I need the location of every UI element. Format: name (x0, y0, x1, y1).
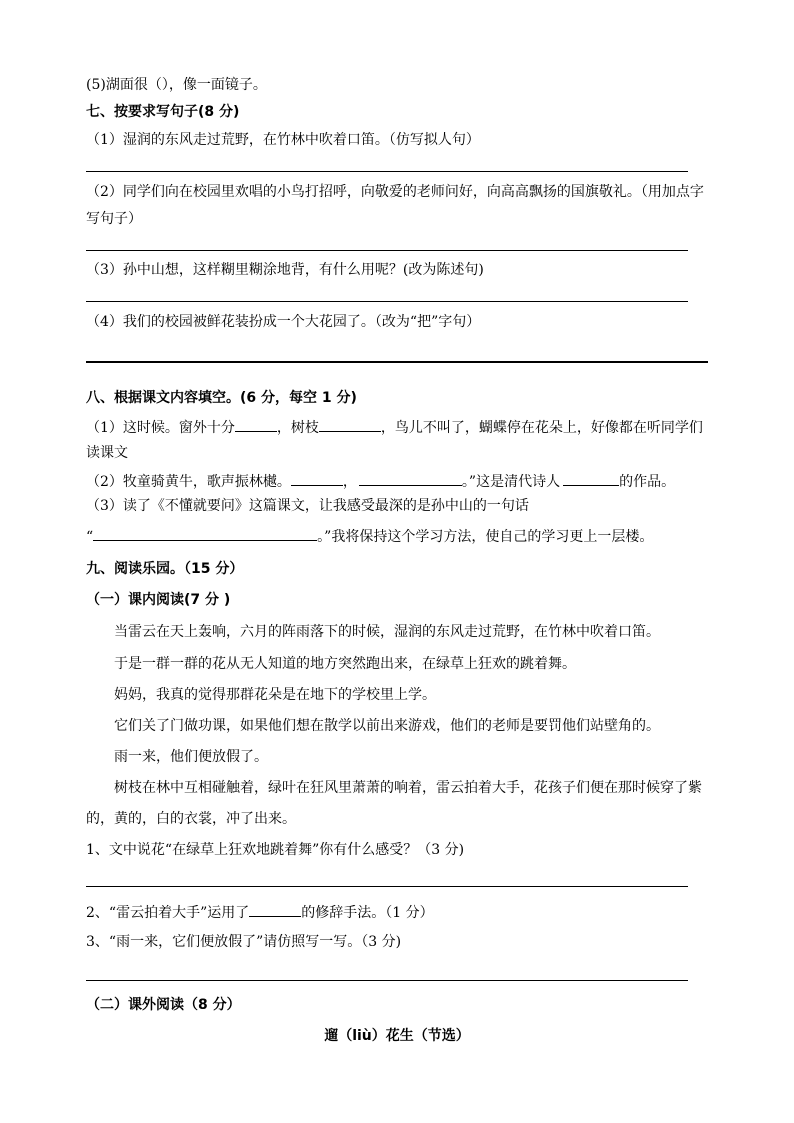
reading-paragraph: 的，黄的，白的衣裳，冲了出来。 (86, 811, 296, 827)
section9-title: 九、阅读乐园。（15 分） (86, 561, 244, 577)
reading-paragraph: 当雷云在天上轰响，六月的阵雨落下的时候，湿润的东风走过荒野，在竹林中吹着口笛。 (114, 624, 660, 640)
text: 。”这是清代诗人 (461, 474, 561, 490)
text: ，鸟儿不叫了，蝴蝶停在花朵上，好像都在听同学们 (380, 420, 703, 436)
fill-blank[interactable] (563, 471, 619, 486)
answer-line[interactable] (86, 886, 688, 887)
fill-blank[interactable] (319, 417, 381, 432)
part1-title: （一）课内阅读(7 分 ) (86, 592, 231, 608)
answer-line[interactable] (86, 171, 688, 172)
answer-line[interactable] (86, 361, 708, 363)
text: （2）牧童骑黄牛，歌声振林樾。 (86, 474, 291, 490)
text: ，树枝 (276, 420, 319, 436)
section7-title: 七、按要求写句子(8 分) (86, 104, 240, 120)
answer-line[interactable] (86, 301, 688, 302)
s8-line-3-cont (86, 526, 653, 546)
s7-item-4: （4）我们的校园被鲜花装扮成一个大花园了。（改为“把”字句） (86, 314, 481, 330)
question-1: 1、文中说花“在绿草上狂欢地跳着舞”你有什么感受？（3 分) (86, 842, 465, 858)
s7-item-2-cont: 写句子） (86, 211, 142, 227)
s8-line-3: （3）读了《不懂就要问》这篇课文，让我感受最深的是孙中山的一句话 (86, 498, 529, 514)
answer-line[interactable] (86, 250, 688, 251)
fill-blank[interactable] (249, 902, 301, 917)
text: （1）这时候。窗外十分 (86, 420, 235, 436)
reading-paragraph: 妈妈，我真的觉得那群花朵是在地下的学校里上学。 (114, 687, 436, 703)
text: ， (342, 474, 357, 490)
article-title: 遛（liù）花生（节选） (324, 1028, 470, 1044)
reading-paragraph: 雨一来，他们便放假了。 (114, 749, 268, 765)
s8-line-1 (86, 417, 703, 437)
fill-blank[interactable] (291, 471, 343, 486)
reading-paragraph: 它们关了门做功课，如果他们想在散学以前出来游戏，他们的老师是要罚他们站壁角的。 (114, 718, 660, 734)
s7-item-2: （2）同学们向在校园里欢唱的小鸟打招呼，向敬爱的老师问好，向高高飘扬的国旗敬礼。（用加点字 (86, 184, 704, 200)
question-3: 3、“雨一来，它们便放假了”请仿照写一写。（3 分) (86, 934, 402, 950)
fill-blank[interactable] (93, 526, 317, 541)
answer-line[interactable] (86, 980, 688, 981)
s7-item-3: （3）孙中山想，这样糊里糊涂地背，有什么用呢？(改为陈述句) (86, 262, 484, 278)
text: 的作品。 (619, 474, 676, 490)
text: 2、“雷云拍着大手”运用了 (86, 905, 250, 921)
text: “ (86, 529, 94, 545)
question-2 (86, 902, 434, 922)
fill-blank[interactable] (359, 471, 462, 486)
section8-title: 八、根据课文内容填空。(6 分，每空 1 分) (86, 390, 357, 406)
fill-blank[interactable] (235, 417, 277, 432)
text: 。”我将保持这个学习方法，使自己的学习更上一层楼。 (317, 529, 654, 545)
s7-item-1: （1）湿润的东风走过荒野，在竹林中吹着口笛。（仿写拟人句） (86, 132, 480, 148)
s8-line-1-cont: 读课文 (86, 445, 128, 461)
q5-line: (5)湖面很（），像一面镜子。 (86, 77, 267, 93)
s8-line-2 (86, 471, 675, 491)
part2-title: （二）课外阅读（8 分） (86, 997, 241, 1013)
reading-paragraph: 于是一群一群的花从无人知道的地方突然跑出来，在绿草上狂欢的跳着舞。 (114, 656, 576, 672)
reading-paragraph: 树枝在林中互相碰触着，绿叶在狂风里萧萧的响着，雷云拍着大手，花孩子们便在那时候穿了紫 (114, 780, 702, 796)
text: 的修辞手法。（1 分） (301, 905, 434, 921)
